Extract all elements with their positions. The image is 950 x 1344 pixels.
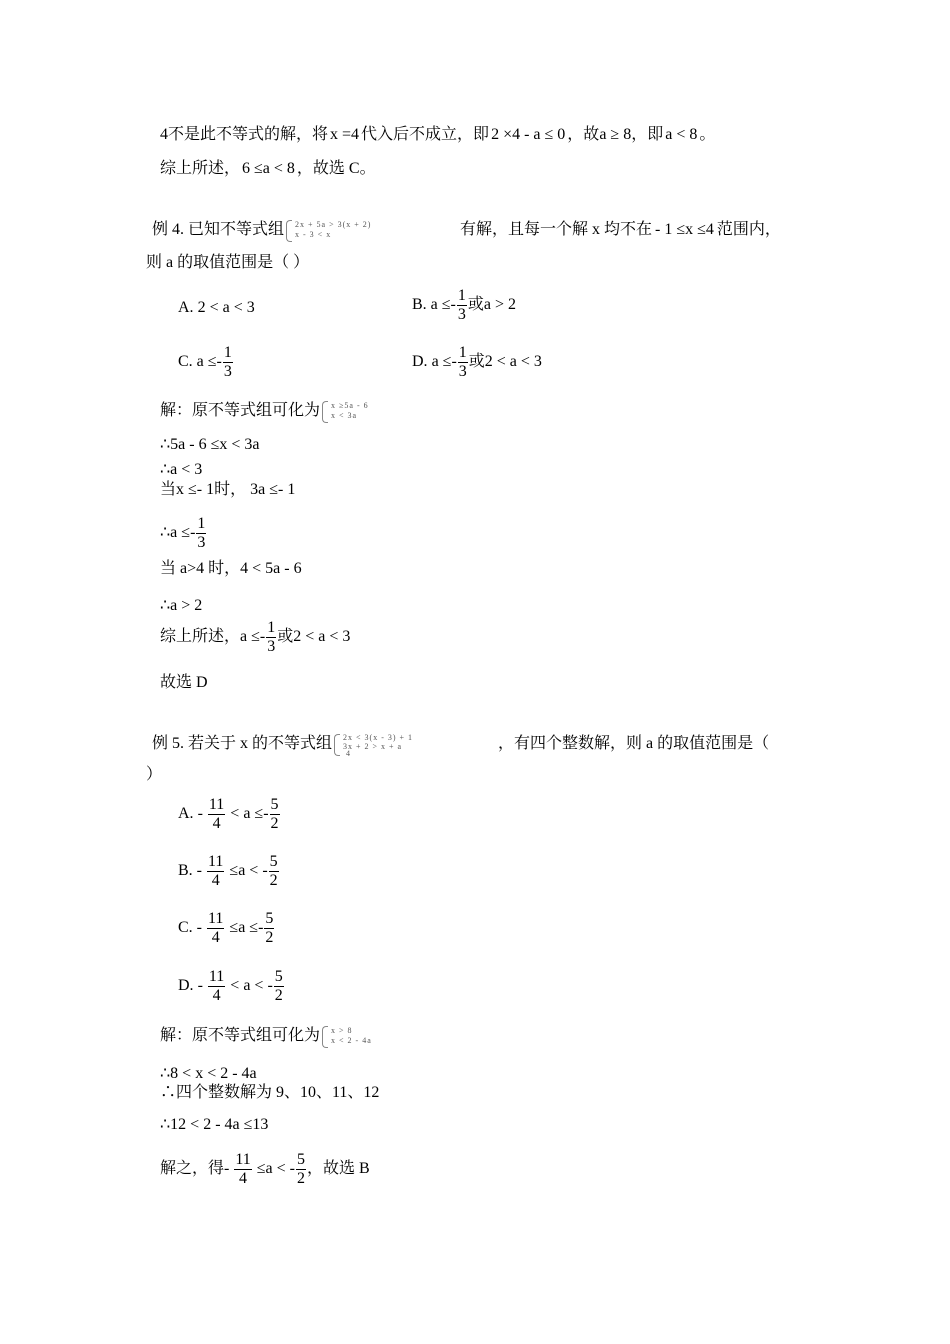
fraction: $\frac{1}{3}$: [457, 287, 466, 323]
option-b: B. - $\frac{11}{4}$ ≤a < - $\frac{5}{2}$: [178, 853, 278, 889]
intro-line-2: 综上所述， 6 ≤a < 8 ，故选 C。: [160, 160, 376, 177]
fraction: $\frac{5}{2}$: [270, 796, 279, 832]
solution-5-step-2: ∴四个整数解为 9、10、11、12: [160, 1084, 380, 1101]
option-c: C. a ≤- $\frac{1}{3}$: [178, 344, 232, 380]
example-5-question-line2: ）: [146, 766, 163, 783]
solution-4-step-4: ∴a ≤- $\frac{1}{3}$: [160, 515, 206, 551]
option-a: A. 2 < a < 3: [178, 299, 255, 316]
fraction: $\frac{5}{2}$: [296, 1151, 305, 1187]
fraction: $\frac{1}{3}$: [267, 619, 276, 655]
solution-4-intro: 解：原不等式组可化为 x ≥5a - 6 x < 3a: [160, 399, 434, 423]
solution-5-step-4: 解之，得- $\frac{11}{4}$ ≤a < - $\frac{5}{2}$ ，故选 B: [160, 1151, 370, 1187]
solution-4-step-6: ∴a > 2: [160, 597, 203, 614]
option-d: D. a ≤- $\frac{1}{3}$ 或2 < a < 3: [412, 344, 542, 380]
fraction: $\frac{1}{3}$: [458, 344, 467, 380]
inequality-system: 2x + 5a > 3(x + 2) x - 3 < x: [286, 218, 458, 242]
example-4-question-line2: 则 a 的取值范围是（ ）: [146, 254, 310, 271]
fraction: $\frac{5}{2}$: [269, 853, 278, 889]
solution-5-intro: 解：原不等式组可化为 x > 8 x < 2 - 4a: [160, 1024, 404, 1048]
fraction: $\frac{11}{4}$: [208, 796, 225, 832]
inequality-system: x > 8 x < 2 - 4a: [322, 1024, 402, 1048]
solution-5-step-1: ∴8 < x < 2 - 4a: [160, 1065, 257, 1082]
fraction: $\frac{1}{3}$: [223, 344, 232, 380]
solution-4-step-3: 当x ≤- 1时， 3a ≤- 1: [160, 481, 296, 498]
intro-line-1: 4不是此不等式的解，将 x =4 代入后不成立，即 2 ×4 - a ≤ 0 ，故a ≥ 8，即 a < 8 。: [160, 126, 716, 143]
fraction: $\frac{11}{4}$: [235, 1151, 251, 1187]
solution-4-step-2: ∴a < 3: [160, 461, 203, 478]
option-c: C. - $\frac{11}{4}$ ≤a ≤- $\frac{5}{2}$: [178, 910, 274, 946]
fraction: $\frac{11}{4}$: [208, 968, 225, 1004]
fraction: $\frac{5}{2}$: [274, 968, 283, 1004]
solution-4-step-1: ∴5a - 6 ≤x < 3a: [160, 436, 260, 453]
solution-4-answer: 故选 D: [160, 674, 208, 691]
option-d: D. - $\frac{11}{4}$ < a < - $\frac{5}{2}$: [178, 968, 283, 1004]
example-5-question: 例 5. 若关于 x 的不等式组 2x < 3(x - 3) + 1 3x + 2 > x + a 4 ，有四个整数解，则 a 的取值范围是（: [152, 733, 770, 759]
solution-4-step-5: 当 a>4 时，4 < 5a - 6: [160, 560, 302, 577]
option-b: B. a ≤- $\frac{1}{3}$ 或a > 2: [412, 287, 517, 323]
inequality-system: x ≥5a - 6 x < 3a: [322, 399, 432, 423]
inequality-system: 2x < 3(x - 3) + 1 3x + 2 > x + a 4: [334, 732, 496, 756]
solution-4-step-7: 综上所述，a ≤- $\frac{1}{3}$ 或2 < a < 3: [160, 619, 351, 655]
fraction: $\frac{11}{4}$: [208, 910, 224, 946]
fraction: $\frac{1}{3}$: [197, 515, 206, 551]
fraction: $\frac{11}{4}$: [208, 853, 224, 889]
solution-5-step-3: ∴12 < 2 - 4a ≤13: [160, 1116, 269, 1133]
fraction: $\frac{5}{2}$: [265, 910, 274, 946]
option-a: A. - $\frac{11}{4}$ < a ≤- $\frac{5}{2}$: [178, 796, 279, 832]
example-4-question: 例 4. 已知不等式组 2x + 5a > 3(x + 2) x - 3 < x 有解，且每一个解 x 均不在 - 1 ≤x ≤4 范围内，: [152, 217, 781, 243]
